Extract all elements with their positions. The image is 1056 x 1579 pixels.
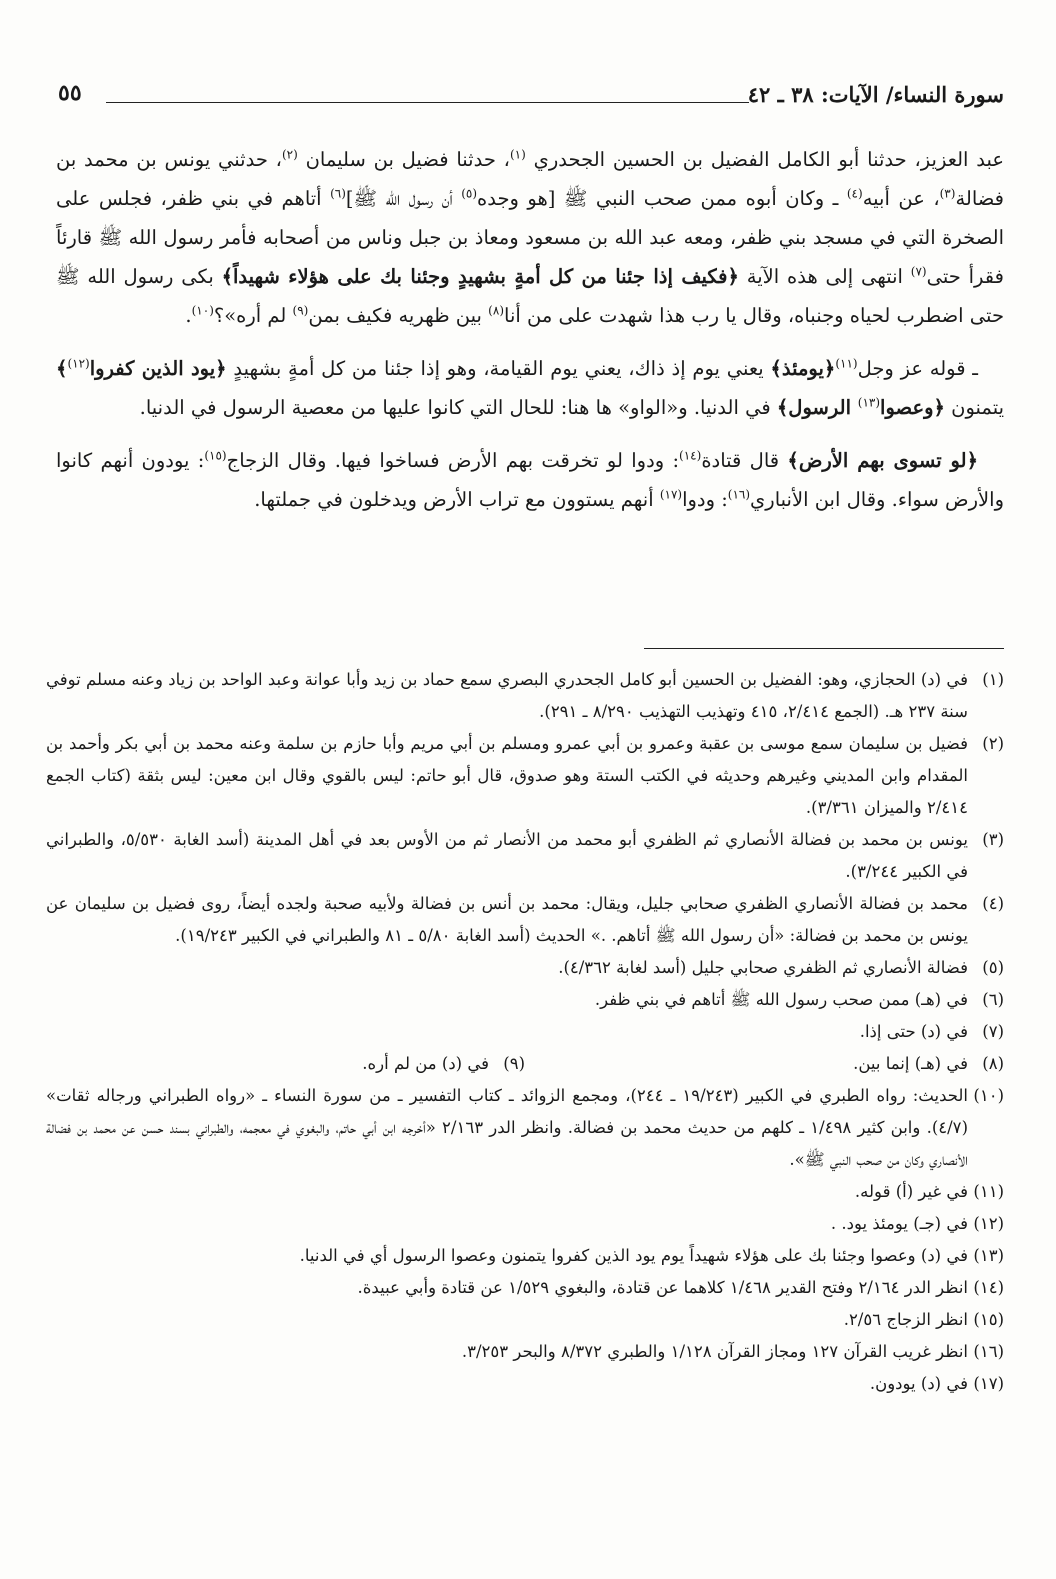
footnote-separator bbox=[644, 648, 1004, 649]
quran-phrase: ﴿وعصوا bbox=[880, 396, 945, 419]
footnote-ref: (١٥) bbox=[204, 448, 227, 463]
footnote-ref: (١٤) bbox=[679, 448, 702, 463]
running-header bbox=[58, 82, 1004, 122]
paragraph-commentary: ـ قوله عز وجل$^{(١١)}$﴿يومئذ﴾ يعني يوم إذ ذاك، يعني يوم القيامة، وهو إذا جئنا من كل أمةٍ بشهيدٍ ﴿يود الذين كفروا$^{(١٢)}$﴾ يتمنون ﴿وعصوا$^{(١٣)}$ الرسول﴾ في الدنيا. و«الواو» ها هنا: للحال التي كانوا عليها من معصية الرسول في الدنيا. bbox=[56, 356, 1004, 419]
footnote-ref: (٤) bbox=[846, 186, 863, 201]
footnote: (١٠) الحديث: رواه الطبري في الكبير (١٩/٢٤٣ ـ ٢٤٤)، ومجمع الزوائد ـ كتاب التفسير ـ من سورة النساء ـ «رواه الطبراني ورجاله ثقات» (٤/٧). وابن كثير ١/٤٩٨ ـ كلهم من حديث محمد بن فضالة. وانظر الدر ٢/١٦٣ «أخرجه ابن أبي حاتم، والبغوي في معجمه، والطبراني بسند حسن عن محمد بن فضالة الأنصاري وكان من صحب النبي ﷺ». bbox=[46, 1086, 1004, 1169]
footnote-ref: (٢) bbox=[281, 147, 298, 162]
footnote-ref: (١١) bbox=[835, 356, 858, 371]
quran-phrase: ﴿لو تسوى بهم الأرض﴾ bbox=[787, 449, 978, 472]
footnote: (١١) في غير (أ) قوله. bbox=[854, 1182, 1004, 1201]
footnote: (٣) يونس بن محمد بن فضالة الأنصاري ثم الظفري أبو محمد من الأنصار ثم من الأوس بعد في أهل المدينة (أسد الغابة ٥/٥٣٠، والطبراني في الكبير ٣/٢٤٤). bbox=[46, 830, 1004, 881]
footnote-ref: (١٣) bbox=[857, 395, 881, 410]
quran-phrase: ﴿يود الذين كفروا bbox=[89, 357, 227, 380]
footnote-ref: (١٧) bbox=[659, 487, 683, 502]
footnote-ref: (٩) bbox=[292, 303, 309, 318]
surah-title: سورة النساء/ الآيات: ٣٨ ـ ٤٢ bbox=[747, 82, 1004, 107]
footnote: (٦) في (هـ) ممن صحب رسول الله ﷺ أتاهم في بني ظفر. bbox=[594, 990, 1004, 1009]
footnote-ref: (٦) bbox=[330, 186, 346, 201]
footnote: (١٤) انظر الدر ٢/١٦٤ وفتح القدير ١/٤٦٨ كلاهما عن قتادة، والبغوي ١/٥٢٩ عن قتادة وأبي عبيدة. bbox=[357, 1278, 1004, 1297]
footnote: (١٧) في (د) يودون. bbox=[869, 1374, 1004, 1393]
footnote: (٨) في (هـ) إنما بين. bbox=[853, 1054, 1004, 1073]
paragraph-hadith: عبد العزيز، حدثنا أبو الكامل الفضيل بن الحسين الجحدري $^{(١)}$، حدثنا فضيل بن سليمان $^{(٢)}$، حدثني يونس بن محمد بن فضالة$^{(٣)}$، عن أبيه$^{(٤)}$ ـ وكان أبوه ممن صحب النبي ﷺ [هو وجده$^{(٥)}$ أن رسول الله ﷺ]$^{(٦)}$ أتاهم في بني ظفر، فجلس على الصخرة التي في مسجد بني ظفر، ومعه عبد الله بن مسعود ومعاذ بن جبل وناس من أصحابه فأمر رسول الله ﷺ قارئاً فقرأ حتى$^{(٧)}$ انتهى إلى هذه الآية ﴿فكيف إذا جئنا من كل أمةٍ بشهيدٍ وجئنا بك على هؤلاء شهيداً﴾ بكى رسول الله ﷺ حتى اضطرب لحياه وجنباه، وقال يا رب هذا شهدت على من أنا$^{(٨)}$ بين ظهريه فكيف بمن$^{(٩)}$ لم أره»؟$^{(١٠)}$. bbox=[56, 147, 1005, 327]
footnote-pair bbox=[46, 1048, 1004, 1080]
header-rule bbox=[106, 102, 749, 103]
main-text bbox=[56, 140, 1004, 533]
paragraph-commentary: ﴿لو تسوى بهم الأرض﴾ قال قتادة$^{(١٤)}$: ودوا لو تخرقت بهم الأرض فساخوا فيها. وقال الزجاج$^{(١٥)}$: يودون أنهم كانوا والأرض سواء. وقال ابن الأنباري$^{(١٦)}$: ودوا$^{(١٧)}$ أنهم يستوون مع تراب الأرض ويدخلون في جملتها. bbox=[56, 448, 1004, 511]
footnote: (١٦) انظر غريب القرآن ١٢٧ ومجاز القرآن ١/١٢٨ والطبري ٨/٣٧٢ والبحر ٣/٢٥٣. bbox=[461, 1342, 1004, 1361]
footnote: (١٣) في (د) وعصوا وجئنا بك على هؤلاء شهيداً يوم يود الذين كفروا يتمنون وعصوا الرسول أي في الدنيا. bbox=[299, 1246, 1004, 1265]
footnote-ref: (١٦) bbox=[727, 487, 751, 502]
page-number: ٥٥ bbox=[58, 80, 82, 106]
footnote-ref: (١٢) bbox=[67, 356, 90, 371]
footnote: (١) في (د) الحجازي، وهو: الفضيل بن الحسين أبو كامل الجحدري البصري سمع حماد بن زيد وأبا عوانة وعبد الواحد بن زياد وعنه مسلم توفي سنة ٢٣٧ هـ. (الجمع ٢/٤١٤، ٤١٥ وتهذيب التهذيب ٨/٢٩٠ ـ ٢٩١). bbox=[46, 670, 1004, 721]
footnote: (٧) في (د) حتى إذا. bbox=[859, 1022, 1004, 1041]
footnote-ref: (٨) bbox=[488, 303, 504, 318]
footnote: (٤) محمد بن فضالة الأنصاري الظفري صحابي جليل، ويقال: محمد بن أنس بن فضالة ولأبيه صحبة ولجده أيضاً، روى فضيل بن سليمان عن يونس بن محمد بن فضالة: «أن رسول الله ﷺ أتاهم. .» الحديث (أسد الغابة ٥/٨٠ ـ ٨١ والطبراني في الكبير ١٩/٢٤٣). bbox=[46, 894, 1004, 945]
footnote-ref: (٧) bbox=[910, 264, 927, 279]
footnote: (٢) فضيل بن سليمان سمع موسى بن عقبة وعمرو بن أبي عمرو ومسلم بن أبي مريم وأبا حازم بن سلمة وعنه محمد بن أبي بكر وأحمد بن المقدام وابن المديني وغيرهم وحديثه في الكتب الستة وهو صدوق، قال أبو حاتم: ليس بالقوي وقال ابن معين: ليس بثقة (كتاب الجمع ٢/٤١٤ والميزان ٣/٣٦١). bbox=[46, 734, 1004, 817]
footnote-ref: (١٠) bbox=[191, 303, 214, 318]
footnote: (١٥) انظر الزجاج ٢/٥٦. bbox=[843, 1310, 1004, 1329]
footnote: (١٢) في (جـ) يومئذ يود. . bbox=[830, 1214, 1004, 1233]
footnotes bbox=[46, 664, 1004, 1400]
quran-word: ﴿يومئذ﴾ bbox=[770, 357, 836, 380]
footnote: (٩) في (د) من لم أره. bbox=[362, 1054, 525, 1073]
footnote-ref: (١) bbox=[509, 147, 526, 162]
footnote-ref: (٥) bbox=[461, 186, 478, 201]
footnote-ref: (٣) bbox=[939, 186, 956, 201]
quran-verse: ﴿فكيف إذا جئنا من كل أمةٍ بشهيدٍ وجئنا بك على هؤلاء شهيداً﴾ bbox=[221, 265, 739, 288]
footnote: (٥) فضالة الأنصاري ثم الظفري صحابي جليل (أسد لغابة ٤/٣٦٢). bbox=[558, 958, 1004, 977]
